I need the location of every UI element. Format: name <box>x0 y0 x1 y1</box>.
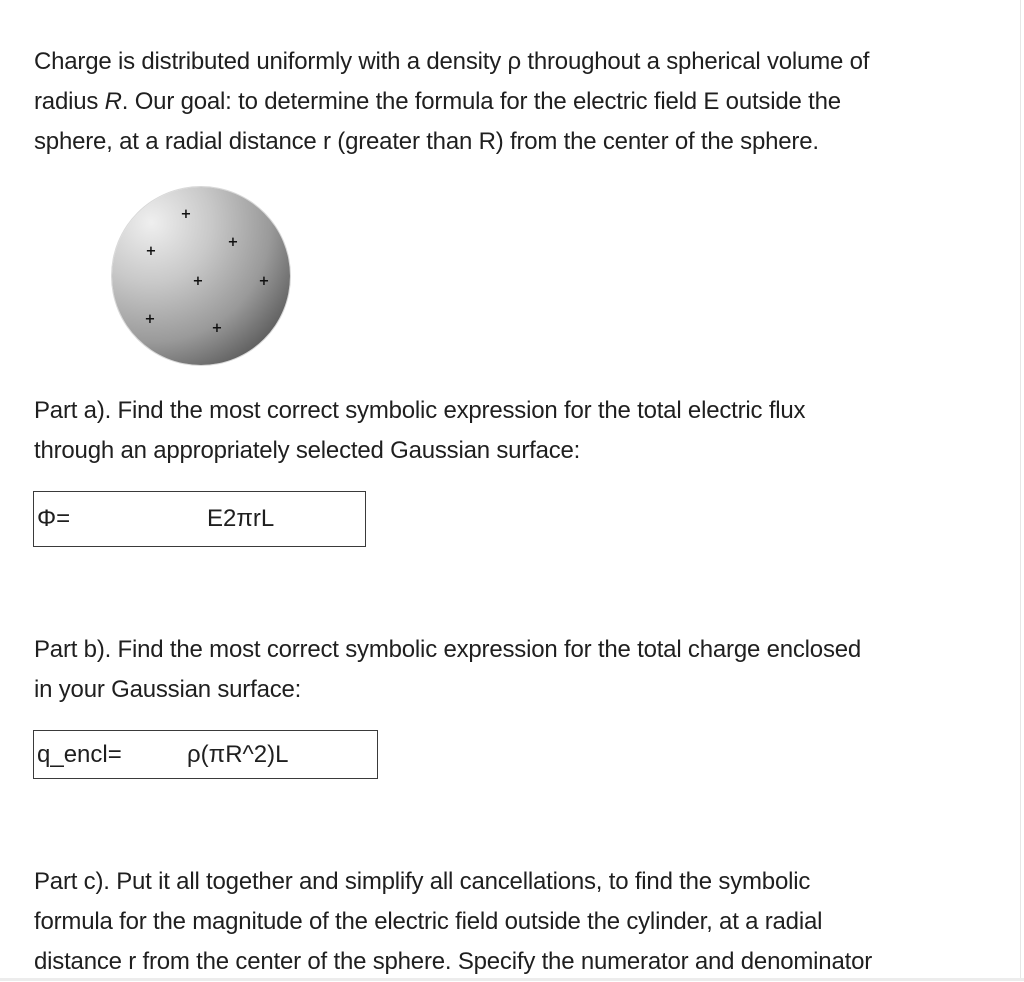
part-a-line-2: through an appropriately selected Gaussian surface: <box>34 437 581 464</box>
flux-label: Φ= <box>37 505 71 532</box>
flux-answer-box[interactable] <box>33 491 366 547</box>
part-a-line-1: Part a). Find the most correct symbolic expression for the total electric flux <box>34 397 806 424</box>
intro-line-2 <box>34 82 869 122</box>
charged-sphere-figure <box>112 187 290 365</box>
plus-charge-icon: + <box>192 274 204 289</box>
part-b-line-2: in your Gaussian surface: <box>34 676 302 703</box>
plus-charge-icon: + <box>180 207 192 222</box>
intro-line-2-post: . Our goal: to determine the formula for the electric field E outside the <box>121 88 841 115</box>
problem-intro <box>34 42 869 162</box>
part-c-line-2: formula for the magnitude of the electric field outside the cylinder, at a radial <box>34 908 823 935</box>
enclosed-charge-answer-box[interactable] <box>33 730 378 779</box>
part-b-question <box>34 630 861 710</box>
enclosed-charge-label: q_encl= <box>37 740 122 768</box>
plus-charge-icon: + <box>258 274 270 289</box>
part-c-question <box>34 862 872 982</box>
flux-answer-value: E2πrL <box>207 505 275 532</box>
plus-charge-icon: + <box>144 312 156 327</box>
intro-line-3: sphere, at a radial distance r (greater than R) from the center of the sphere. <box>34 128 819 155</box>
part-c-line-3: distance r from the center of the sphere. Specify the numerator and denominator <box>34 948 873 975</box>
plus-charge-icon: + <box>227 235 239 250</box>
part-c-line-1: Part c). Put it all together and simplify all cancellations, to find the symbolic <box>34 868 811 895</box>
part-b-line-1: Part b). Find the most correct symbolic expression for the total charge enclosed <box>34 636 862 663</box>
plus-charge-icon: + <box>145 244 157 259</box>
page-right-edge <box>1020 0 1021 981</box>
intro-line-2-pre: radius <box>34 88 105 115</box>
plus-charge-icon: + <box>211 321 223 336</box>
part-a-question <box>34 391 805 471</box>
enclosed-charge-answer-value: ρ(πR^2)L <box>187 740 289 768</box>
intro-line-1: Charge is distributed uniformly with a density ρ throughout a spherical volume of <box>34 48 870 75</box>
radius-symbol: R <box>104 88 122 115</box>
